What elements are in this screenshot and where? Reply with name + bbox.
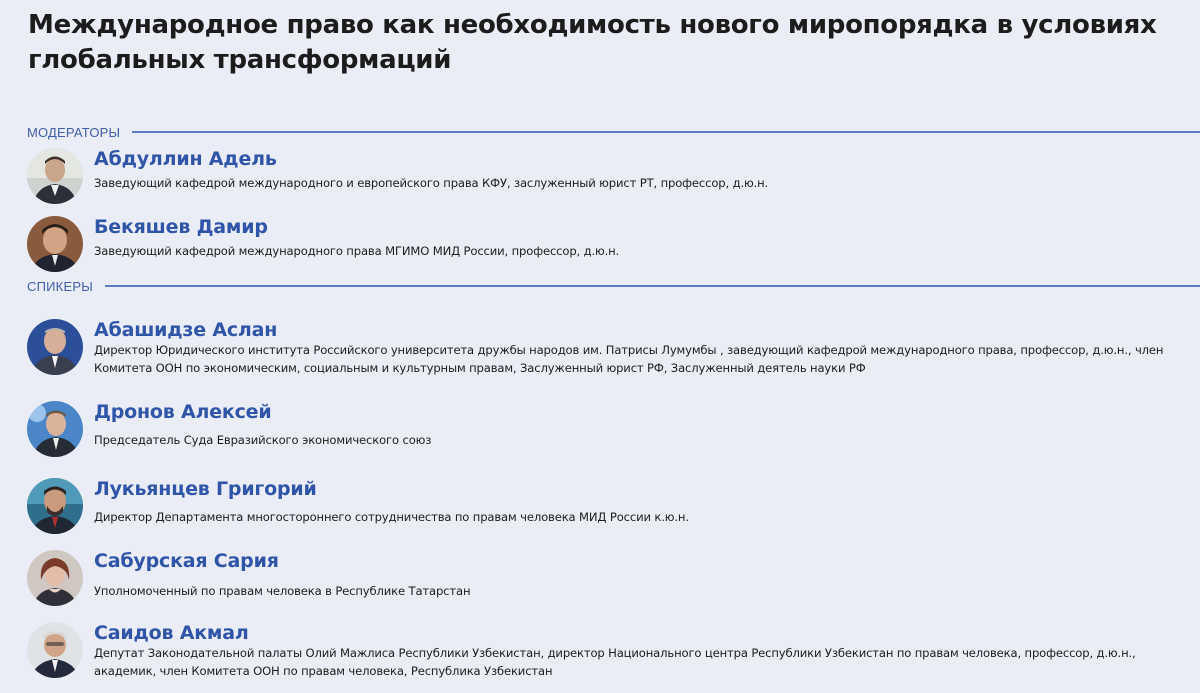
avatar <box>27 148 83 204</box>
speakers-section-header <box>27 278 1200 294</box>
moderators-section-header <box>27 124 1200 140</box>
speaker-description: Председатель Суда Евразийского экономического союз <box>94 433 432 447</box>
speaker-description: Директор Департамента многостороннего сотрудничества по правам человека МИД России к.ю.н. <box>94 510 689 524</box>
moderators-label: МОДЕРАТОРЫ <box>27 124 121 140</box>
speaker-description: Уполномоченный по правам человека в Республике Татарстан <box>94 584 471 598</box>
speaker-card <box>27 478 1190 534</box>
avatar <box>27 622 83 678</box>
speaker-card <box>27 319 1190 375</box>
speaker-name: Сабурская Сария <box>94 550 279 572</box>
speaker-name: Саидов Акмал <box>94 622 249 644</box>
speaker-name: Дронов Алексей <box>94 401 272 423</box>
avatar <box>27 478 83 534</box>
speaker-card <box>27 622 1190 678</box>
speaker-name: Абашидзе Аслан <box>94 319 278 341</box>
speaker-description: Депутат Законодательной палаты Олий Мажлиса Республики Узбекистан, директор Национального центра Республики Узбекистан по правам человека, профессор, д.ю.н., академик, член Комитета ООН по правам человека, Республика Узбекистан <box>94 646 1136 678</box>
moderator-description: Заведующий кафедрой международного и европейского права КФУ, заслуженный юрист РТ, профессор, д.ю.н. <box>94 176 769 190</box>
avatar <box>27 216 83 272</box>
moderator-description: Заведующий кафедрой международного права МГИМО МИД России, профессор, д.ю.н. <box>94 244 620 258</box>
section-divider <box>132 131 1200 133</box>
speaker-card <box>27 550 1190 606</box>
speaker-name: Лукьянцев Григорий <box>94 478 317 500</box>
avatar <box>27 319 83 375</box>
speaker-card <box>27 401 1190 457</box>
moderator-card <box>27 148 1190 204</box>
moderator-name: Абдуллин Адель <box>94 148 277 170</box>
moderator-card <box>27 216 1190 272</box>
speakers-label: СПИКЕРЫ <box>27 278 93 294</box>
speaker-description: Директор Юридического института Российского университета дружбы народов им. Патрисы Лумумбы , заведующий кафедрой международного права, профессор, д.ю.н., член Комитета ООН по экономическим, социальным и культурным правам, Заслуженный юрист РФ, Заслуженный деятель науки РФ <box>94 343 1164 375</box>
page-title: Международное право как необходимость нового миропорядка в условиях глобальных трансформаций <box>28 10 1157 75</box>
moderator-name: Бекяшев Дамир <box>94 216 268 238</box>
section-divider <box>105 285 1200 287</box>
avatar <box>27 401 83 457</box>
avatar <box>27 550 83 606</box>
